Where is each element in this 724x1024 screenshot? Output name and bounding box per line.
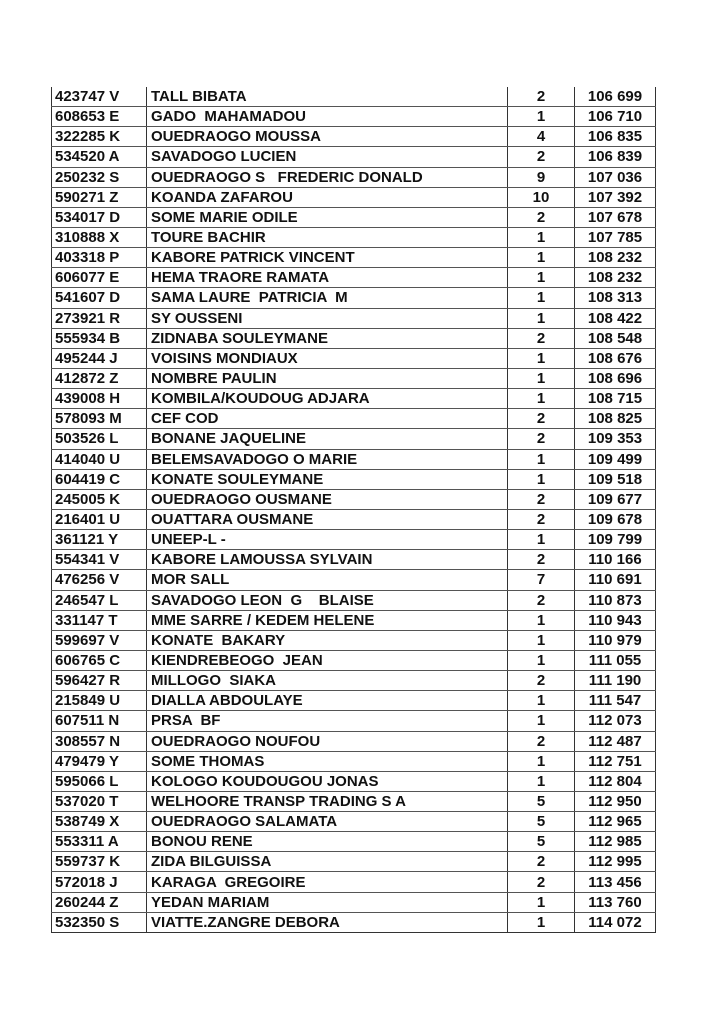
row-name-cell: OUEDRAOGO MOUSSA	[147, 127, 508, 147]
row-number-cell: 106 710	[575, 107, 656, 127]
row-name-cell: UNEEP-L -	[147, 530, 508, 550]
row-name-cell: ZIDNABA SOULEYMANE	[147, 328, 508, 348]
table-row	[52, 288, 656, 308]
row-qty-cell: 2	[508, 731, 575, 751]
row-qty-cell: 5	[508, 791, 575, 811]
table-row	[52, 751, 656, 771]
row-id-cell: 308557 N	[52, 731, 147, 751]
row-number-cell: 108 825	[575, 409, 656, 429]
row-number-cell: 111 190	[575, 671, 656, 691]
row-number-cell: 106 839	[575, 147, 656, 167]
row-name-cell: TOURE BACHIR	[147, 227, 508, 247]
table-row	[52, 127, 656, 147]
row-id-cell: 423747 V	[52, 87, 147, 107]
row-number-cell: 106 835	[575, 127, 656, 147]
row-name-cell: PRSA BF	[147, 711, 508, 731]
row-id-cell: 553311 A	[52, 832, 147, 852]
row-name-cell: OUEDRAOGO OUSMANE	[147, 489, 508, 509]
row-id-cell: 273921 R	[52, 308, 147, 328]
row-qty-cell: 1	[508, 691, 575, 711]
row-id-cell: 555934 B	[52, 328, 147, 348]
row-qty-cell: 2	[508, 328, 575, 348]
table-row	[52, 489, 656, 509]
row-id-cell: 361121 Y	[52, 530, 147, 550]
table-row	[52, 852, 656, 872]
row-number-cell: 108 232	[575, 268, 656, 288]
table-row	[52, 147, 656, 167]
row-number-cell: 112 995	[575, 852, 656, 872]
row-number-cell: 107 036	[575, 167, 656, 187]
row-name-cell: VIATTE.ZANGRE DEBORA	[147, 912, 508, 932]
row-name-cell: KONATE SOULEYMANE	[147, 469, 508, 489]
table-row	[52, 872, 656, 892]
row-id-cell: 503526 L	[52, 429, 147, 449]
row-name-cell: KABORE PATRICK VINCENT	[147, 248, 508, 268]
row-number-cell: 112 985	[575, 832, 656, 852]
row-id-cell: 215849 U	[52, 691, 147, 711]
row-name-cell: KONATE BAKARY	[147, 630, 508, 650]
row-id-cell: 216401 U	[52, 509, 147, 529]
row-qty-cell: 1	[508, 610, 575, 630]
row-qty-cell: 2	[508, 550, 575, 570]
table-row	[52, 348, 656, 368]
row-name-cell: MME SARRE / KEDEM HELENE	[147, 610, 508, 630]
row-id-cell: 541607 D	[52, 288, 147, 308]
table-row	[52, 530, 656, 550]
table-row	[52, 429, 656, 449]
row-qty-cell: 2	[508, 852, 575, 872]
row-id-cell: 403318 P	[52, 248, 147, 268]
row-name-cell: VOISINS MONDIAUX	[147, 348, 508, 368]
row-qty-cell: 5	[508, 812, 575, 832]
row-id-cell: 250232 S	[52, 167, 147, 187]
table-row	[52, 167, 656, 187]
row-id-cell: 439008 H	[52, 389, 147, 409]
row-number-cell: 107 785	[575, 227, 656, 247]
table-row	[52, 912, 656, 932]
row-number-cell: 112 804	[575, 771, 656, 791]
row-qty-cell: 1	[508, 751, 575, 771]
row-id-cell: 246547 L	[52, 590, 147, 610]
row-qty-cell: 1	[508, 107, 575, 127]
table-row	[52, 892, 656, 912]
row-id-cell: 606077 E	[52, 268, 147, 288]
row-qty-cell: 1	[508, 771, 575, 791]
row-qty-cell: 1	[508, 308, 575, 328]
row-number-cell: 109 499	[575, 449, 656, 469]
row-qty-cell: 2	[508, 147, 575, 167]
row-id-cell: 559737 K	[52, 852, 147, 872]
row-id-cell: 590271 Z	[52, 187, 147, 207]
row-id-cell: 479479 Y	[52, 751, 147, 771]
row-id-cell: 495244 J	[52, 348, 147, 368]
row-qty-cell: 1	[508, 530, 575, 550]
row-name-cell: KIENDREBEOGO JEAN	[147, 650, 508, 670]
table-row	[52, 469, 656, 489]
row-number-cell: 108 232	[575, 248, 656, 268]
row-qty-cell: 1	[508, 912, 575, 932]
row-qty-cell: 2	[508, 590, 575, 610]
row-qty-cell: 5	[508, 832, 575, 852]
row-number-cell: 108 696	[575, 368, 656, 388]
results-table	[51, 87, 656, 933]
row-name-cell: WELHOORE TRANSP TRADING S A	[147, 791, 508, 811]
table-row	[52, 791, 656, 811]
table-row	[52, 368, 656, 388]
row-number-cell: 114 072	[575, 912, 656, 932]
row-qty-cell: 2	[508, 429, 575, 449]
table-row	[52, 227, 656, 247]
row-id-cell: 578093 M	[52, 409, 147, 429]
row-id-cell: 331147 T	[52, 610, 147, 630]
row-id-cell: 532350 S	[52, 912, 147, 932]
row-name-cell: SAVADOGO LUCIEN	[147, 147, 508, 167]
row-number-cell: 109 677	[575, 489, 656, 509]
row-number-cell: 113 456	[575, 872, 656, 892]
row-id-cell: 260244 Z	[52, 892, 147, 912]
table-row	[52, 187, 656, 207]
table-row	[52, 832, 656, 852]
row-name-cell: MOR SALL	[147, 570, 508, 590]
row-name-cell: BONANE JAQUELINE	[147, 429, 508, 449]
row-qty-cell: 1	[508, 892, 575, 912]
row-number-cell: 110 943	[575, 610, 656, 630]
table-row	[52, 731, 656, 751]
row-name-cell: KOLOGO KOUDOUGOU JONAS	[147, 771, 508, 791]
row-name-cell: KOANDA ZAFAROU	[147, 187, 508, 207]
row-number-cell: 106 699	[575, 87, 656, 107]
row-number-cell: 108 676	[575, 348, 656, 368]
row-qty-cell: 1	[508, 630, 575, 650]
row-id-cell: 538749 X	[52, 812, 147, 832]
row-name-cell: KARAGA GREGOIRE	[147, 872, 508, 892]
row-qty-cell: 1	[508, 348, 575, 368]
row-qty-cell: 1	[508, 389, 575, 409]
row-number-cell: 111 055	[575, 650, 656, 670]
row-qty-cell: 2	[508, 509, 575, 529]
row-id-cell: 476256 V	[52, 570, 147, 590]
row-number-cell: 112 487	[575, 731, 656, 751]
row-number-cell: 110 873	[575, 590, 656, 610]
row-id-cell: 554341 V	[52, 550, 147, 570]
row-qty-cell: 1	[508, 248, 575, 268]
table-row	[52, 389, 656, 409]
row-qty-cell: 1	[508, 227, 575, 247]
table-row	[52, 107, 656, 127]
row-number-cell: 107 678	[575, 207, 656, 227]
row-number-cell: 110 979	[575, 630, 656, 650]
row-name-cell: NOMBRE PAULIN	[147, 368, 508, 388]
row-name-cell: ZIDA BILGUISSA	[147, 852, 508, 872]
table-row	[52, 671, 656, 691]
table-body	[52, 87, 656, 932]
row-qty-cell: 2	[508, 489, 575, 509]
table-row	[52, 812, 656, 832]
row-id-cell: 537020 T	[52, 791, 147, 811]
row-id-cell: 596427 R	[52, 671, 147, 691]
row-number-cell: 112 073	[575, 711, 656, 731]
table-row	[52, 590, 656, 610]
row-number-cell: 109 518	[575, 469, 656, 489]
table-row	[52, 248, 656, 268]
row-id-cell: 534017 D	[52, 207, 147, 227]
row-number-cell: 108 548	[575, 328, 656, 348]
row-name-cell: DIALLA ABDOULAYE	[147, 691, 508, 711]
row-name-cell: SAVADOGO LEON G BLAISE	[147, 590, 508, 610]
row-number-cell: 110 166	[575, 550, 656, 570]
row-qty-cell: 1	[508, 650, 575, 670]
row-number-cell: 108 715	[575, 389, 656, 409]
row-qty-cell: 4	[508, 127, 575, 147]
table-row	[52, 610, 656, 630]
table-row	[52, 691, 656, 711]
table-row	[52, 409, 656, 429]
row-qty-cell: 1	[508, 368, 575, 388]
row-name-cell: OUEDRAOGO SALAMATA	[147, 812, 508, 832]
row-number-cell: 111 547	[575, 691, 656, 711]
row-name-cell: SOME MARIE ODILE	[147, 207, 508, 227]
row-id-cell: 572018 J	[52, 872, 147, 892]
row-number-cell: 112 751	[575, 751, 656, 771]
row-name-cell: KABORE LAMOUSSA SYLVAIN	[147, 550, 508, 570]
row-name-cell: TALL BIBATA	[147, 87, 508, 107]
row-id-cell: 607511 N	[52, 711, 147, 731]
table-row	[52, 449, 656, 469]
row-number-cell: 112 950	[575, 791, 656, 811]
table-row	[52, 550, 656, 570]
row-name-cell: CEF COD	[147, 409, 508, 429]
row-name-cell: MILLOGO SIAKA	[147, 671, 508, 691]
row-qty-cell: 10	[508, 187, 575, 207]
row-id-cell: 414040 U	[52, 449, 147, 469]
row-name-cell: KOMBILA/KOUDOUG ADJARA	[147, 389, 508, 409]
row-number-cell: 113 760	[575, 892, 656, 912]
table-row	[52, 87, 656, 107]
row-name-cell: OUATTARA OUSMANE	[147, 509, 508, 529]
row-id-cell: 322285 K	[52, 127, 147, 147]
row-name-cell: BONOU RENE	[147, 832, 508, 852]
row-id-cell: 608653 E	[52, 107, 147, 127]
table-row	[52, 207, 656, 227]
row-qty-cell: 1	[508, 449, 575, 469]
table-row	[52, 771, 656, 791]
row-name-cell: HEMA TRAORE RAMATA	[147, 268, 508, 288]
row-name-cell: SOME THOMAS	[147, 751, 508, 771]
row-name-cell: YEDAN MARIAM	[147, 892, 508, 912]
row-number-cell: 110 691	[575, 570, 656, 590]
row-id-cell: 534520 A	[52, 147, 147, 167]
table-row	[52, 650, 656, 670]
row-id-cell: 412872 Z	[52, 368, 147, 388]
row-qty-cell: 2	[508, 872, 575, 892]
table-row	[52, 308, 656, 328]
row-qty-cell: 2	[508, 87, 575, 107]
table-row	[52, 509, 656, 529]
row-qty-cell: 9	[508, 167, 575, 187]
row-id-cell: 599697 V	[52, 630, 147, 650]
row-id-cell: 604419 C	[52, 469, 147, 489]
row-id-cell: 606765 C	[52, 650, 147, 670]
row-qty-cell: 2	[508, 671, 575, 691]
row-number-cell: 108 313	[575, 288, 656, 308]
row-id-cell: 310888 X	[52, 227, 147, 247]
row-id-cell: 245005 K	[52, 489, 147, 509]
row-qty-cell: 1	[508, 268, 575, 288]
row-name-cell: SAMA LAURE PATRICIA M	[147, 288, 508, 308]
row-qty-cell: 1	[508, 288, 575, 308]
row-name-cell: OUEDRAOGO NOUFOU	[147, 731, 508, 751]
row-qty-cell: 2	[508, 207, 575, 227]
row-qty-cell: 7	[508, 570, 575, 590]
row-name-cell: GADO MAHAMADOU	[147, 107, 508, 127]
row-number-cell: 108 422	[575, 308, 656, 328]
table-row	[52, 268, 656, 288]
row-id-cell: 595066 L	[52, 771, 147, 791]
row-number-cell: 109 678	[575, 509, 656, 529]
row-name-cell: SY OUSSENI	[147, 308, 508, 328]
row-number-cell: 112 965	[575, 812, 656, 832]
row-name-cell: OUEDRAOGO S FREDERIC DONALD	[147, 167, 508, 187]
row-number-cell: 109 799	[575, 530, 656, 550]
row-qty-cell: 1	[508, 469, 575, 489]
table-row	[52, 328, 656, 348]
table-row	[52, 570, 656, 590]
row-qty-cell: 1	[508, 711, 575, 731]
table-row	[52, 630, 656, 650]
row-number-cell: 109 353	[575, 429, 656, 449]
row-number-cell: 107 392	[575, 187, 656, 207]
table-row	[52, 711, 656, 731]
row-qty-cell: 2	[508, 409, 575, 429]
row-name-cell: BELEMSAVADOGO O MARIE	[147, 449, 508, 469]
